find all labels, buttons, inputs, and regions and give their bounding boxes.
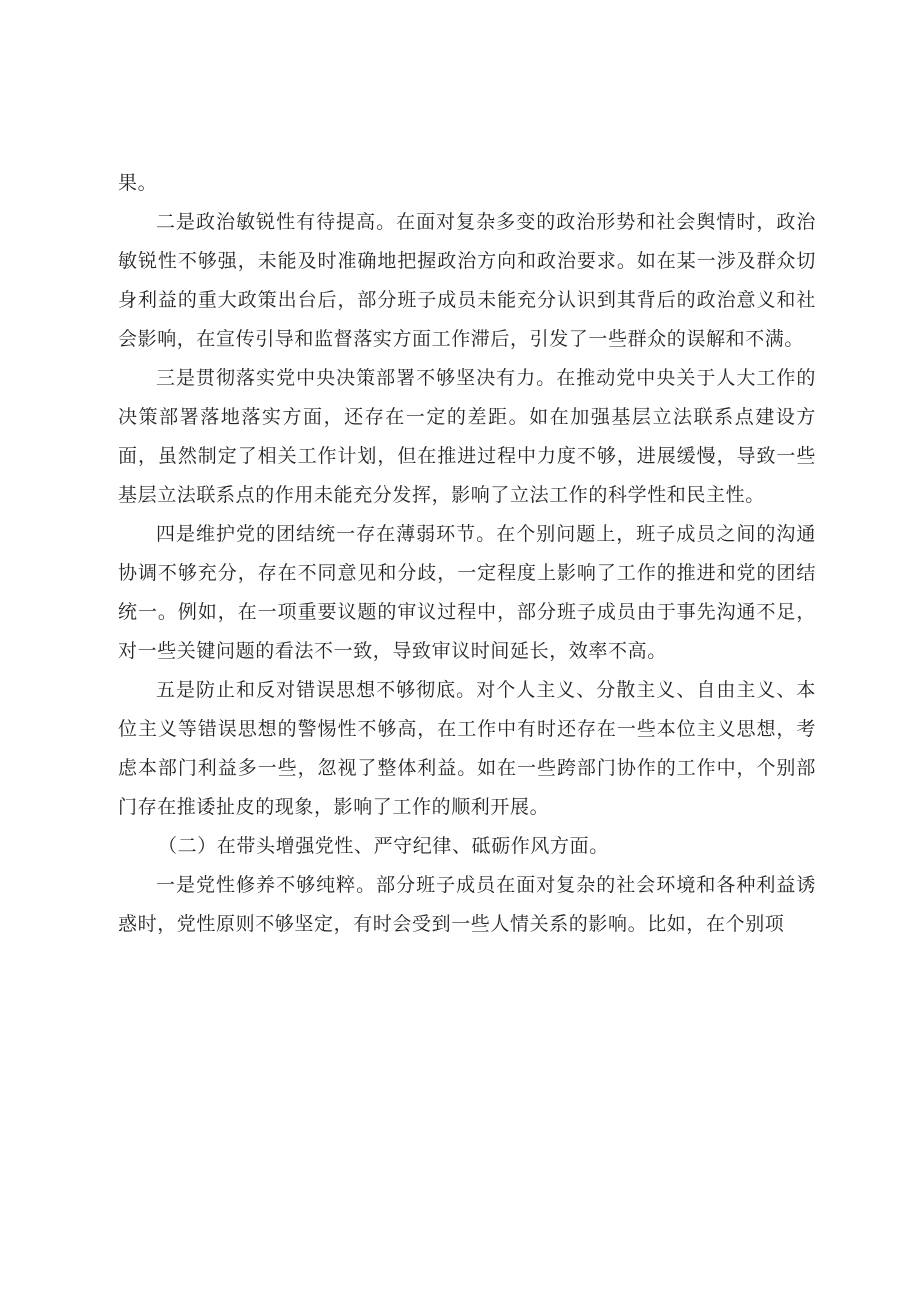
paragraph-unity: 四是维护党的团结统一存在薄弱环节。在个别问题上，班子成员之间的沟通协调不够充分，存在不同意见和分歧，一定程度上影响了工作的推进和党的团结统一。例如，在一项重要议题的审议过程中，部分班子成员由于事先沟通不足，对一些关键问题的看法不一致，导致审议时间延长，效率不高。: [118, 523, 816, 662]
section-heading: （二）在带头增强党性、严守纪律、砥砺作风方面。: [158, 835, 609, 857]
paragraph-party-spirit: 一是党性修养不够纯粹。部分班子成员在面对复杂的社会环境和各种利益诱惑时，党性原则不够坚定，有时会受到一些人情关系的影响。比如，在个别项: [118, 874, 816, 935]
paragraph-implementation: 三是贯彻落实党中央决策部署不够坚决有力。在推动党中央关于人大工作的决策部署落地落实方面，还存在一定的差距。如在加强基层立法联系点建设方面，虽然制定了相关工作计划，但在推进过程中力度不够，进展缓慢，导致一些基层立法联系点的作用未能充分发挥，影响了立法工作的科学性和民主性。: [118, 367, 816, 506]
paragraph-political-sensitivity: 二是政治敏锐性有待提高。在面对复杂多变的政治形势和社会舆情时，政治敏锐性不够强，未能及时准确地把握政治方向和政治要求。如在某一涉及群众切身利益的重大政策出台后，部分班子成员未能充分认识到其背后的政治意义和社会影响，在宣传引导和监督落实方面工作滞后，引发了一些群众的误解和不满。: [118, 211, 816, 350]
paragraph-continuation: 果。: [118, 172, 158, 194]
paragraph-wrong-thinking: 五是防止和反对错误思想不够彻底。对个人主义、分散主义、自由主义、本位主义等错误思想的警惕性不够高，在工作中有时还存在一些本位主义思想，考虑本部门利益多一些，忽视了整体利益。如在一些跨部门协作的工作中，个别部门存在推诿扯皮的现象，影响了工作的顺利开展。: [118, 679, 816, 818]
document-body: [118, 164, 816, 944]
